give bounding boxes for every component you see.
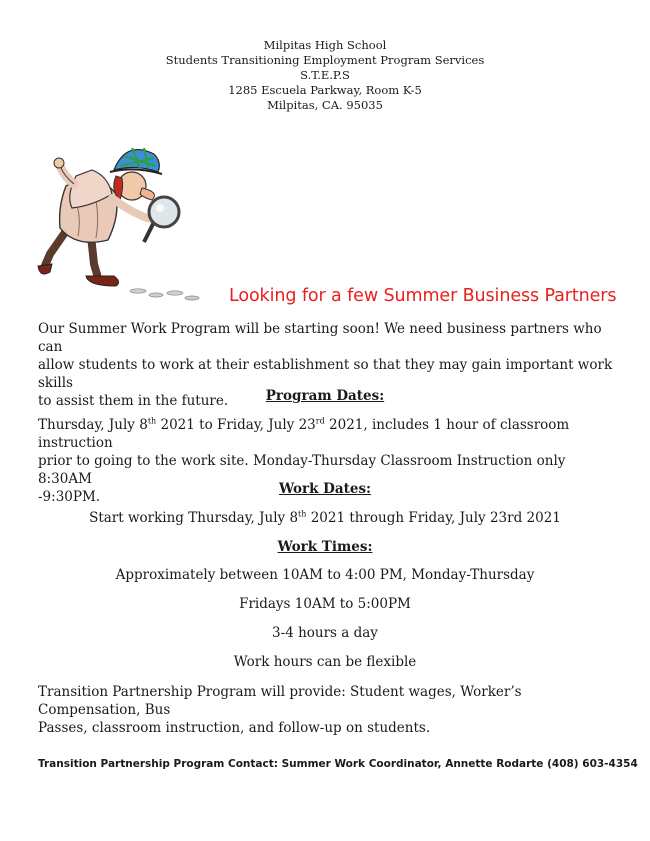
program-contact: Transition Partnership Program Contact: Summer Work Coordinator, Annette Rodarte (408) 603-4354 [38, 758, 638, 770]
letterhead [0, 38, 650, 113]
work-dates-text: 2021 through Friday, July 23rd 2021 [306, 510, 561, 526]
work-dates-text: Start working Thursday, July 8 [89, 510, 299, 526]
intro-line: to assist them in the future. [38, 393, 229, 409]
headline: Looking for a few Summer Business Partners [229, 286, 617, 306]
street-address: 1285 Escuela Parkway, Room K-5 [228, 83, 422, 97]
program-acronym: S.T.E.P.S [300, 68, 350, 82]
program-dates-heading: Program Dates: [265, 388, 385, 404]
work-times-line: Work hours can be flexible [233, 654, 417, 670]
program-dates-text: 2021 to Friday, July 23 [156, 417, 316, 433]
program-dates-line: -9:30PM. [38, 489, 101, 505]
school-name: Milpitas High School [263, 38, 387, 52]
program-dates-text: Thursday, July 8 [38, 417, 148, 433]
work-times-line: Approximately between 10AM to 4:00 PM, Monday-Thursday [115, 567, 535, 583]
program-dates-line: prior to going to the work site. Monday-Thursday Classroom Instruction only 8:30AM [38, 453, 566, 487]
program-name: Students Transitioning Employment Program Services [165, 53, 485, 67]
provides-paragraph [38, 683, 618, 737]
ordinal-suffix: th [298, 509, 307, 519]
ordinal-suffix: rd [315, 416, 325, 426]
program-dates-line [38, 416, 618, 452]
intro-line: Our Summer Work Program will be starting soon! We need business partners who can [38, 321, 602, 355]
provides-line: Transition Partnership Program will provide: Student wages, Worker’s Compensation, Bus [38, 684, 522, 718]
city-address: Milpitas, CA. 95035 [267, 98, 383, 112]
provides-line: Passes, classroom instruction, and follow-up on students. [38, 720, 431, 736]
work-times-line: 3-4 hours a day [272, 625, 378, 641]
program-dates-text: 2021, includes 1 hour of classroom instruction [38, 417, 570, 451]
work-dates-line [0, 510, 650, 526]
work-times-line: Fridays 10AM to 5:00PM [239, 596, 411, 612]
ordinal-suffix: th [147, 416, 157, 426]
intro-line: allow students to work at their establishment so that they may gain important work skills [38, 357, 613, 391]
work-dates-heading: Work Dates: [278, 481, 372, 497]
detective-cartoon-image [36, 136, 208, 306]
work-times-heading: Work Times: [277, 539, 373, 555]
